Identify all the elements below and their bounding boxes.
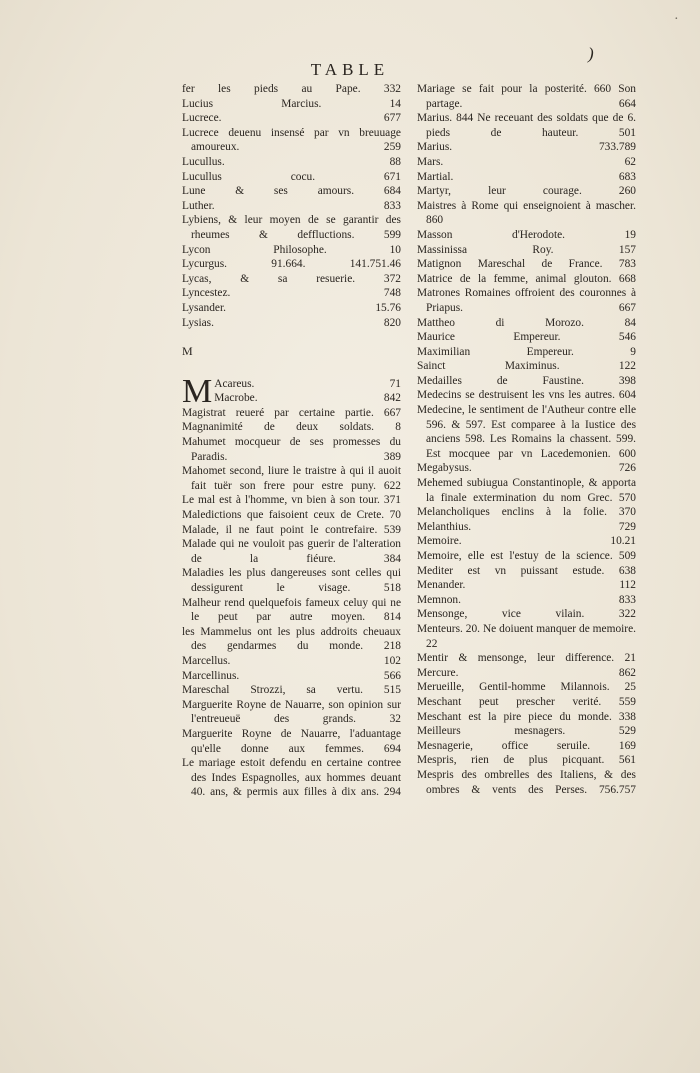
index-entry: Mensonge, vice vilain. 322 xyxy=(417,608,636,621)
index-entry: Merueille, Gentil-homme Milannois. 25 xyxy=(417,681,636,694)
index-entry: Meilleurs mesnagers. 529 xyxy=(417,725,636,738)
left-column xyxy=(182,82,401,800)
index-entry: Maurice Empereur. 546 xyxy=(417,331,636,344)
index-entry: Melancholiques enclins à la folie. 370 xyxy=(417,506,636,519)
right-column xyxy=(417,82,636,797)
dropcap-block xyxy=(182,372,401,410)
index-entry: Lyncestez. 748 xyxy=(182,287,401,300)
index-entry: Mercure. 862 xyxy=(417,666,636,679)
index-entry: Mediter est vn puissant estude. 638 xyxy=(417,564,636,577)
index-entry: Mareschal Strozzi, sa vertu. 515 xyxy=(182,684,401,697)
index-entry: Marius. 733.789 xyxy=(417,141,636,154)
index-entry: Melanthius. 729 xyxy=(417,520,636,533)
index-entry: Memoire, elle est l'estuy de la science. 509 xyxy=(417,550,636,562)
index-entry: Magnanimité de deux soldats. 8 xyxy=(182,421,401,434)
index-entry: Luther. 833 xyxy=(182,199,401,212)
index-entry: Mahomet second, liure le traistre à qui il auoit fait tuër son frere pour estre puny. 622 xyxy=(182,465,401,492)
index-entry: Lycon Philosophe. 10 xyxy=(182,243,401,256)
index-entry: Marcellus. 102 xyxy=(182,654,401,667)
index-entry: Memoire. 10.21 xyxy=(417,535,636,548)
index-entry: Menander. 112 xyxy=(417,579,636,592)
index-entry: Mariage se fait pour la posterité. 660 Son partage. 664 xyxy=(417,83,636,110)
index-entry: Matrones Romaines offroient des couronnes à Priapus. 667 xyxy=(417,287,636,314)
index-entry: Megabysus. 726 xyxy=(417,462,636,475)
index-entry: Mattheo di Morozo. 84 xyxy=(417,316,636,329)
index-entry: Lucius Marcius. 14 xyxy=(182,97,401,110)
index-entry: Maximilian Empereur. 9 xyxy=(417,345,636,358)
index-entry: Massinissa Roy. 157 xyxy=(417,243,636,256)
index-entry: Lycurgus. 91.664. 141.751.46 xyxy=(182,258,401,271)
index-entry: Meschant peut prescher verité. 559 xyxy=(417,695,636,708)
index-entry: Mars. 62 xyxy=(417,155,636,168)
index-entry: Malade, il ne faut point le contrefaire. 539 xyxy=(182,523,401,536)
folio-mark: ) xyxy=(588,44,594,63)
index-entry: Lucrece. 677 xyxy=(182,112,401,125)
index-entry: Medailles de Faustine. 398 xyxy=(417,374,636,387)
index-entry: Mesnagerie, office seruile. 169 xyxy=(417,739,636,752)
index-entry: Mentir & mensonge, leur difference. 21 xyxy=(417,652,636,665)
index-entry: Marguerite Royne de Nauarre, l'aduantage qu'elle donne aux femmes. 694 xyxy=(182,727,401,755)
dropcap-letter: M xyxy=(182,372,213,410)
index-entry: Malade qui ne vouloit pas guerir de l'alteration de la fiéure. 384 xyxy=(182,538,401,565)
index-entry: Le mariage estoit defendu en certaine contree des Indes Espagnolles, aux hommes deuant 40. ans, & permis aux filles à dix ans. 294 xyxy=(182,757,401,799)
index-entry: Martyr, leur courage. 260 xyxy=(417,185,636,198)
index-entry: Masson d'Herodote. 19 xyxy=(417,228,636,241)
index-entry: Menteurs. 20. Ne doiuent manquer de memoire. 22 xyxy=(417,622,636,650)
index-entry: Marcellinus. 566 xyxy=(182,669,401,682)
index-entry: Mespris, rien de plus picquant. 561 xyxy=(417,754,636,767)
index-entry: Medecine, le sentiment de l'Autheur contre elle 596. & 597. Est comparee à la Iustice des anciens 598. Les Romains la chassent. 599. Est mocquee par vn Lacedemonien. 600 xyxy=(417,404,636,460)
index-entry: Acareus. 71 xyxy=(214,377,401,390)
corner-mark: · xyxy=(674,12,679,27)
page-title: TABLE xyxy=(310,60,390,79)
index-entry: Lucullus. 88 xyxy=(182,155,401,168)
index-entry: Le mal est à l'homme, vn bien à son tour. 371 xyxy=(182,494,401,507)
index-entry: Lycas, & sa resuerie. 372 xyxy=(182,272,401,285)
index-entry: Maladies les plus dangereuses sont celles qui dessigurent le visage. 518 xyxy=(182,567,401,594)
index-entry: Martial. 683 xyxy=(417,170,636,183)
index-entry: Malheur rend quelquefois fameux celuy qui ne le peut par autre moyen. 814 xyxy=(182,596,401,624)
index-entry: Memnon. 833 xyxy=(417,593,636,606)
index-entry: Sainct Maximinus. 122 xyxy=(417,360,636,373)
section-letter: M xyxy=(182,344,193,359)
index-entry: Macrobe. 842 xyxy=(214,392,401,405)
index-entry: les Mammelus ont les plus addroits cheuaux des gendarmes du monde. 218 xyxy=(182,625,401,653)
index-entry: fer les pieds au Pape. 332 xyxy=(182,83,401,95)
index-entry: Mespris des ombrelles des Italiens, & des ombres & vents des Perses. 756.757 xyxy=(417,768,636,796)
index-entry: Matignon Mareschal de France. 783 xyxy=(417,258,636,271)
index-entry: Marius. 844 Ne receuant des soldats que de 6. pieds de hauteur. 501 xyxy=(417,112,636,139)
index-entry: Magistrat reueré par certaine partie. 667 xyxy=(182,406,401,419)
index-entry: Marguerite Royne de Nauarre, son opinion sur l'entreueuë des grands. 32 xyxy=(182,698,401,726)
index-entry: Maistres à Rome qui enseignoient à mascher. 860 xyxy=(417,199,636,227)
index-entry: Medecins se destruisent les vns les autres. 604 xyxy=(417,389,636,402)
index-entry: Lysias. 820 xyxy=(182,316,401,329)
index-entry: Lucrece deuenu insensé par vn breuuage amoureux. 259 xyxy=(182,126,401,154)
index-entry: Mehemed subiugua Constantinople, & apporta la finale extermination du nom Grec. 570 xyxy=(417,477,636,504)
index-entry: Mahumet mocqueur de ses promesses du Paradis. 389 xyxy=(182,436,401,463)
index-entry: Maledictions que faisoient ceux de Crete. 70 xyxy=(182,509,401,522)
index-entry: Lucullus cocu. 671 xyxy=(182,170,401,183)
index-entry: Meschant est la pire piece du monde. 338 xyxy=(417,710,636,723)
index-entry: Lybiens, & leur moyen de se garantir des rheumes & deffluctions. 599 xyxy=(182,214,401,241)
index-entry: Matrice de la femme, animal glouton. 668 xyxy=(417,272,636,285)
index-entry: Lysander. 15.76 xyxy=(182,301,401,314)
index-entry: Lune & ses amours. 684 xyxy=(182,185,401,198)
